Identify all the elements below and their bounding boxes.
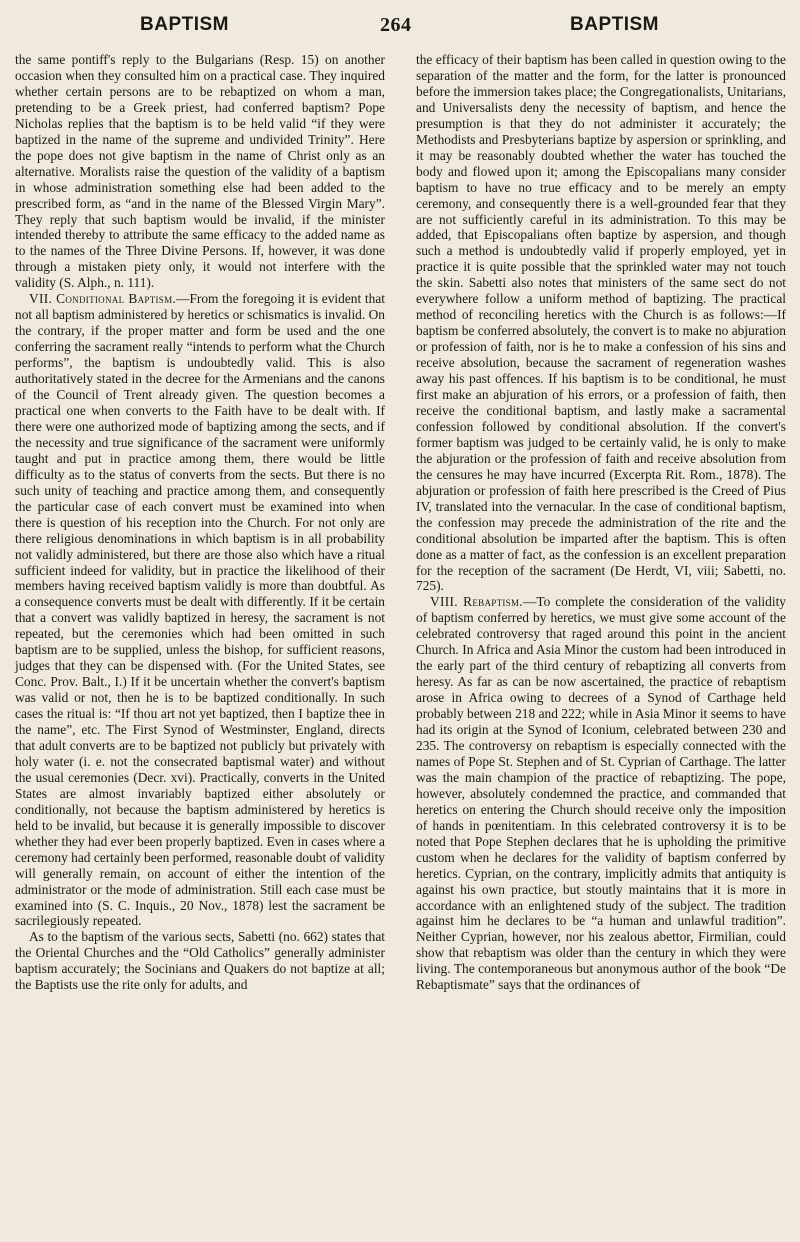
paragraph-text: —To complete the consideration of the validity of baptism conferred by heretics, we must give some account of the celebrated controversy that raged around this point in the ancient Church. In Africa and Asia Minor the custom had been introduced in the early part of the third century of rebaptizing all converts from heresy. As far as can be now ascertained, the practice of rebaptism arose in Africa owing to decrees of a Synod of Carthage held probably between 218 and 222; while in Asia Minor it seems to have had its origin at the Synod of Iconium, celebrated between 230 and 235. The controversy on rebaptism is especially connected with the names of Pope St. Stephen and of St. Cyprian of Carthage. The latter was the main champion of the practice of rebaptizing. The pope, however, absolutely condemned the practice, and commanded that heretics on entering the Church should receive only the imposition of hands in pœnitentiam. In this celebrated controversy it is to be noted that Pope Stephen declares that he is upholding the primitive custom when he declares for the validity of baptism conferred by heretics. Cyprian, on the contrary, implicitly admits that antiquity is against his own practice, but stoutly maintains that it is more in accordance with an enlightened study of the subject. The tradition against him he declares to be “a human and unlawful tradition”. Neither Cyprian, however, nor his zealous abettor, Firmilian, could show that rebaptism was older than the century in which they were living. The contemporaneous but anonymous author of the book “De Rebaptismate” says that the ordinances of <box>416 594 786 993</box>
running-title-right: BAPTISM <box>570 14 659 35</box>
right-column <box>416 52 786 993</box>
section-heading: VIII. Rebaptism. <box>430 594 523 610</box>
page-header <box>0 14 800 44</box>
section-heading: VII. Conditional Baptism. <box>29 291 177 307</box>
running-title-left: BAPTISM <box>140 14 229 35</box>
page-number: 264 <box>380 14 412 36</box>
paragraph: the same pontiff's reply to the Bulgarians (Resp. 15) on another occasion when they consulted him on a practical case. They inquired whether certain persons are to be rebaptized on whom a man, pretending to be a Greek priest, had conferred baptism? Pope Nicholas replies that the baptism is to be held valid “if they were baptized in the name of the supreme and undivided Trinity”. Here the pope does not give baptism in the name of Christ only as an alternative. Moralists raise the question of the validity of a baptism in whose administration something else had been added to the prescribed form, as “and in the name of the Blessed Virgin Mary”. They reply that such baptism would be invalid, if the minister intended thereby to attribute the same efficacy to the added name as to the names of the Three Divine Persons. If, however, it was done through a mistaken piety only, it would not interfere with the validity (S. Alph., n. 111). <box>15 52 385 291</box>
left-column <box>15 52 385 993</box>
paragraph <box>416 594 786 993</box>
paragraph-text: —From the foregoing it is evident that not all baptism administered by heretics or schismatics is invalid. On the contrary, if the proper matter and form be used and the one conferring the sacrament really “intends to perform what the Church performs”, the baptism is undoubtedly valid. This is also authoritatively stated in the decree for the Armenians and the canons of the Council of Trent already given. The question becomes a practical one when converts to the Faith have to be dealt with. If there were one authorized mode of baptizing among the sects, and if the necessity and true significance of the sacrament were uniformly taught and put in practice among them, there would be little difficulty as to the status of converts from the sects. But there is no such unity of teaching and practice among them, and consequently the particular case of each convert must be examined into when there is question of his reception into the Church. For not only are there religious denominations in which baptism is in all probability not validly administered, but there are those also which have a ritual sufficient indeed for validity, but in practice the likelihood of their members having received baptism validly is more than doubtful. As a consequence converts must be dealt with differently. If it be certain that a convert was validly baptized in heresy, the sacrament is not repeated, but the ceremonies which had been omitted in such baptism are to be supplied, unless the bishop, for sufficient reasons, judges that they can be dispensed with. (For the United States, see Conc. Prov. Balt., I.) If it be uncertain whether the convert's baptism was valid or not, then he is to be baptized conditionally. In such cases the ritual is: “If thou art not yet baptized, then I baptize thee in the name”, etc. The First Synod of Westminster, England, directs that adult converts are to be baptized not publicly but privately with holy water (i. e. not the consecrated baptismal water) and without the usual ceremonies (Decr. xvi). Practically, converts in the United States are almost invariably baptized either absolutely or conditionally, not because the baptism administered by heretics is held to be invalid, but because it is generally impossible to discover whether they had ever been properly baptized. Even in cases where a ceremony had certainly been performed, reasonable doubt of validity will generally remain, on account of either the intention of the administrator or the mode of administration. Still each case must be examined into (S. C. Inquis., 20 Nov., 1878) lest the sacrament be sacrilegiously repeated. <box>15 291 385 929</box>
paragraph: the efficacy of their baptism has been called in question owing to the separation of the matter and the form, for the latter is pronounced before the immersion takes place; the Congregationalists, Unitarians, and Universalists deny the necessity of baptism, and hence the presumption is that they do not administer it accurately; the Methodists and Presbyterians baptize by aspersion or sprinkling, and it may be reasonably doubted whether the water has touched the body and flowed upon it; among the Episcopalians many consider baptism to have no true efficacy and to be merely an empty ceremony, and consequently there is a well-grounded fear that they are not sufficiently careful in its administration. To this may be added, that Episcopalians often baptize by aspersion, and though such a method is undoubtedly valid if properly employed, yet in practice it is quite possible that the sprinkled water may not touch the skin. Sabetti also notes that ministers of the same sect do not everywhere follow a uniform method of baptizing. The practical method of reconciling heretics with the Church is as follows:—If baptism be conferred absolutely, the convert is to make no abjuration or profession of faith, nor is he to make a confession of his sins and receive absolution, because the sacrament of regeneration washes away his past offences. If his baptism is to be conditional, he must first make an abjuration of his errors, or a profession of faith, then receive the conditional baptism, and lastly make a sacramental confession followed by conditional absolution. If the convert's former baptism was judged to be certainly valid, he is only to make the abjuration or the profession of faith and receive absolution from the censures he may have incurred (Excerpta Rit. Rom., 1878). The abjuration or profession of faith here prescribed is the Creed of Pius IV, translated into the vernacular. In the case of conditional baptism, the confession may precede the administration of the rite and the conditional absolution be imparted after the baptism. This is often done as a matter of fact, as the confession is an excellent preparation for the reception of the sacrament (De Herdt, VI, viii; Sabetti, no. 725). <box>416 52 786 594</box>
paragraph: As to the baptism of the various sects, Sabetti (no. 662) states that the Oriental Churches and the “Old Catholics” generally administer baptism accurately; the Socinians and Quakers do not baptize at all; the Baptists use the rite only for adults, and <box>15 929 385 993</box>
paragraph <box>15 291 385 929</box>
